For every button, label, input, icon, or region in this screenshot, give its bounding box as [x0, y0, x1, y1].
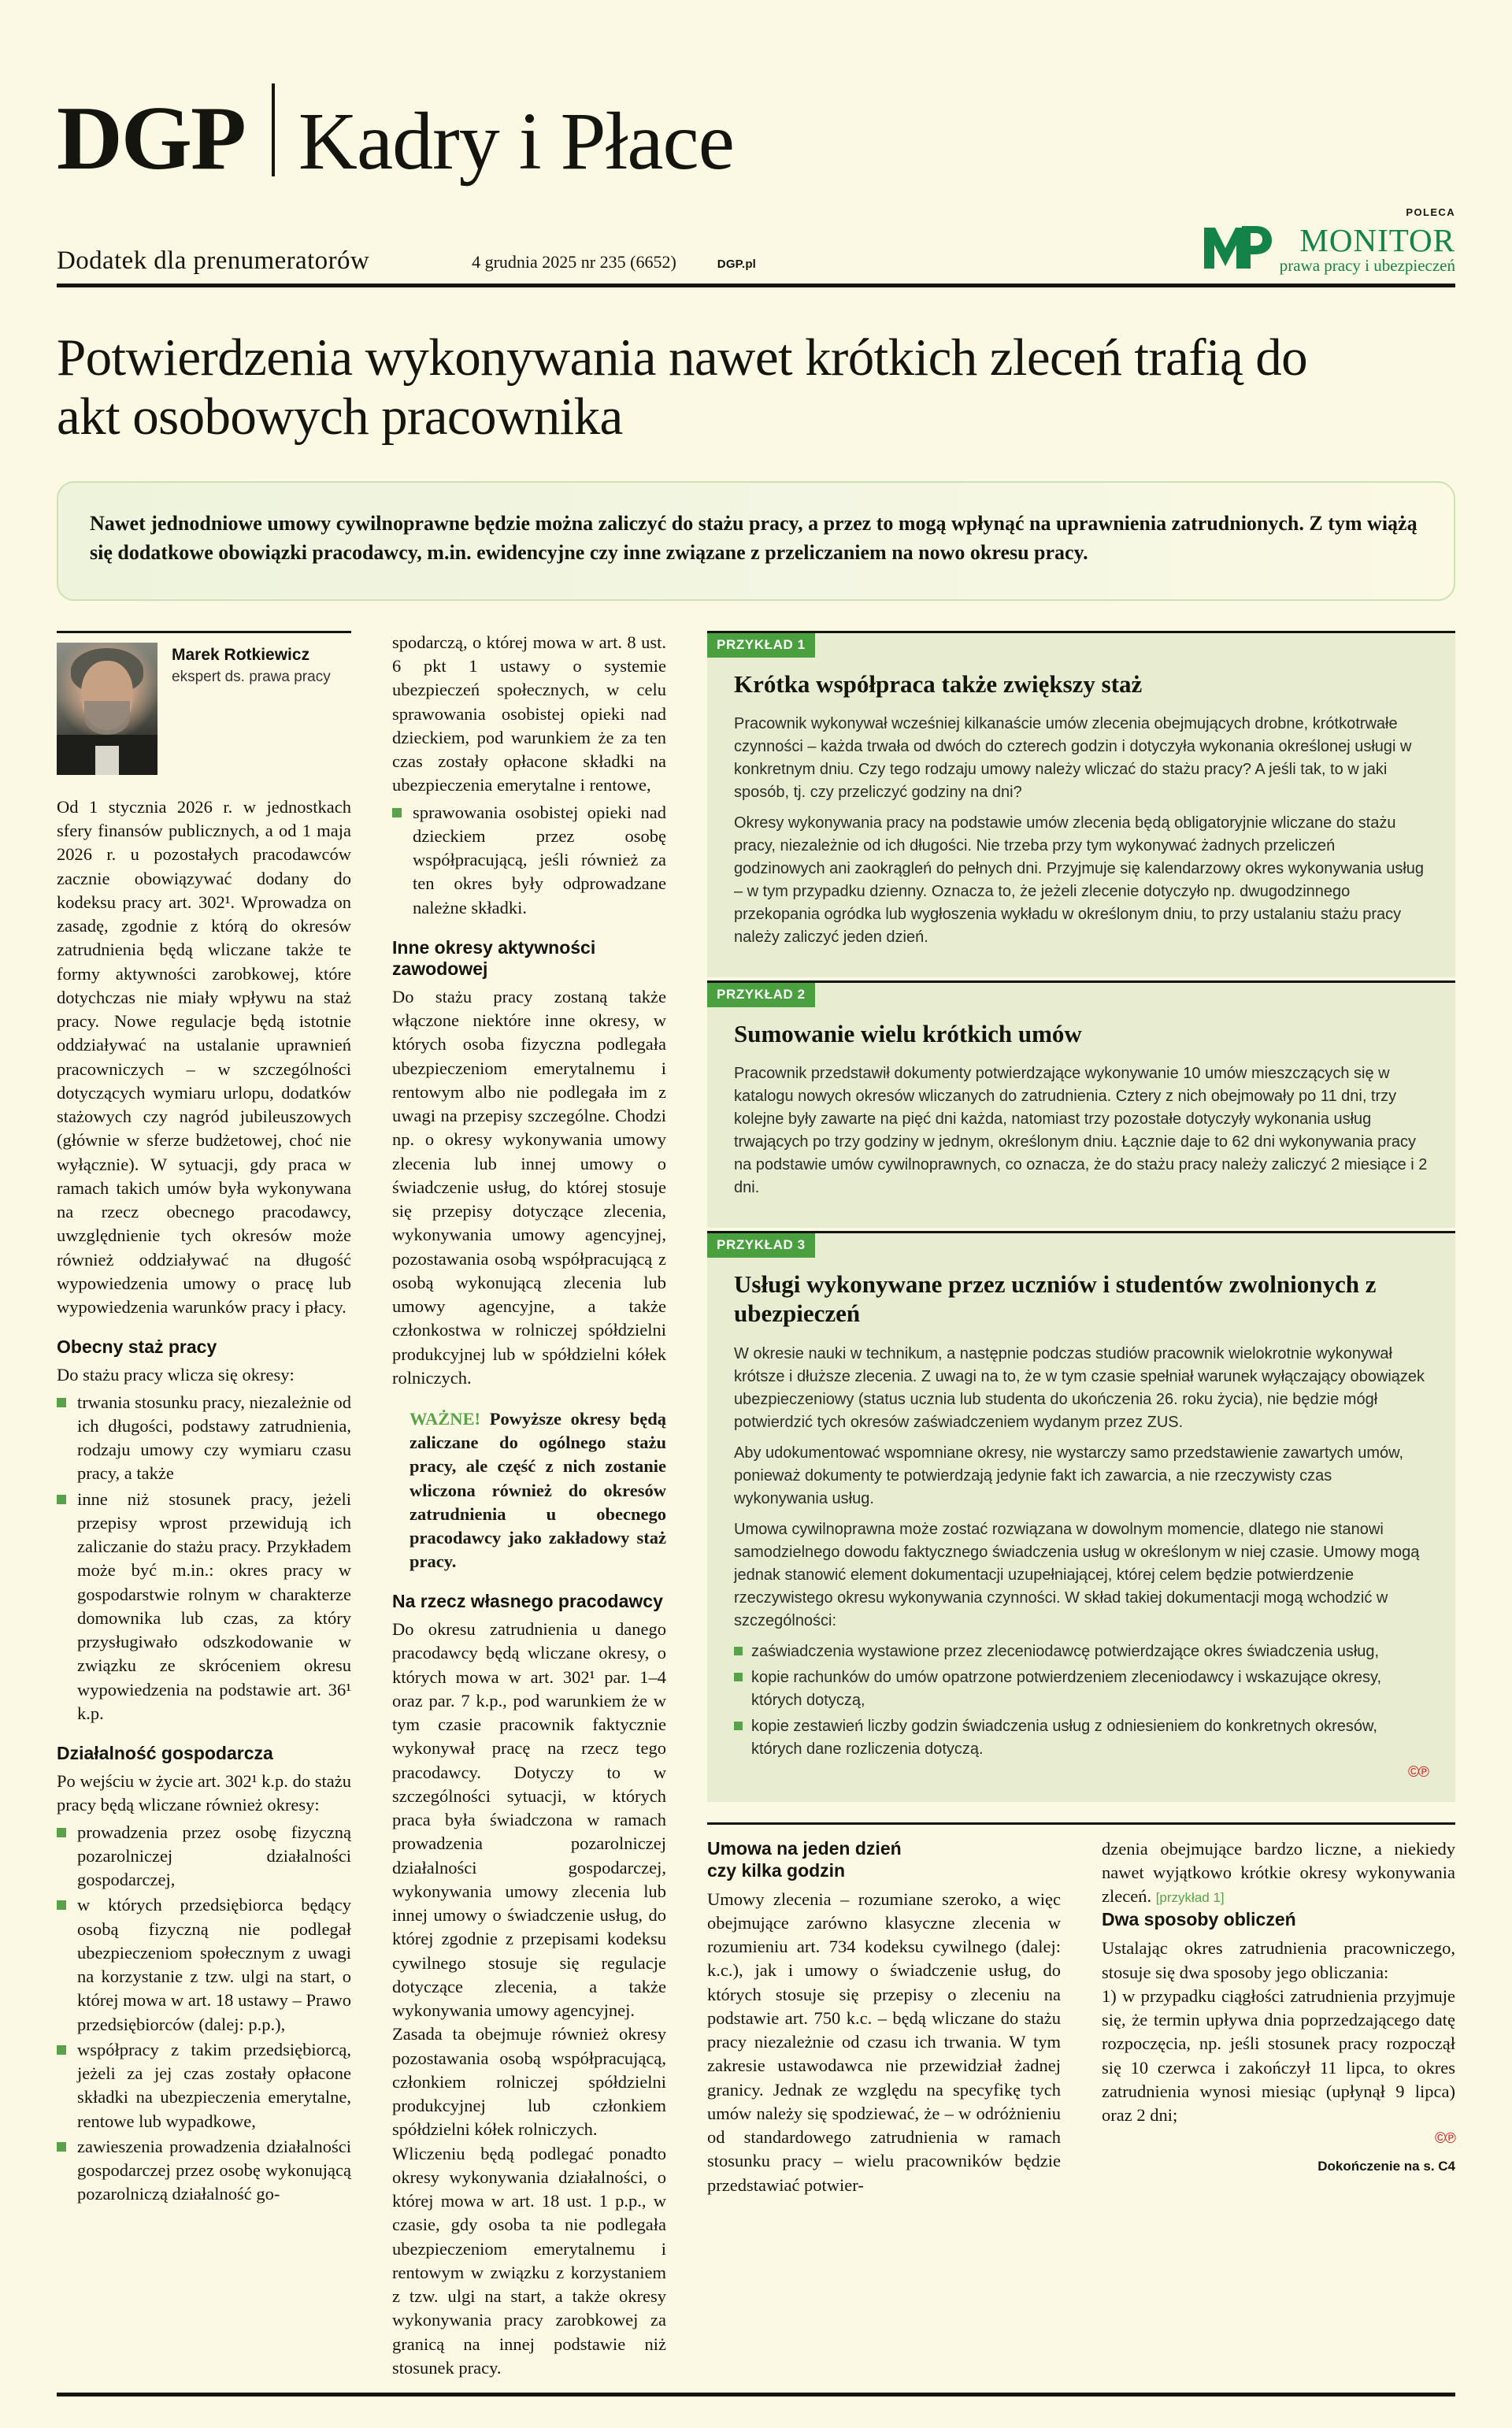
author-role: ekspert ds. prawa pracy: [172, 668, 331, 685]
col1-intro: Od 1 stycznia 2026 r. w jednostkach sfery finansów publicznych, a od 1 maja 2026 r. u pozostałych pracodawców zacznie obowiązywać dodany do kodeksu pracy art. 302¹. Wprowadza on zasadę, zgodnie z którą do okresów zatrudnienia będą wliczane także te formy aktywności zarobkowej, które dotychczas nie miały wpływu na staż pracy. Nowe regulacje będą istotnie oddziaływać na ustalanie uprawnień pracowniczych – w szczególności dotyczących wymiaru urlopu, dodatków stażowych czy nagród jubileuszowych (głównie w sferze budżetowej, choć nie wyłącznie). W sytuacji, gdy praca w ramach takich umów była wykonywana na rzecz obecnego pracodawcy, uwzględnienie tych okresów może również oddziaływać na długość wypowiedzenia umowy o pracę lub wypowiedzenia warunków pracy i płacy.: [57, 796, 351, 1318]
col2-continuation: spodarczą, o której mowa w art. 8 ust. 6 pkt 1 ustawy o systemie ubezpieczeń społecznych, w celu sprawowania osobistej opieki nad dzieckiem, pod warunkiem że za ten czas zostały opłacone składki na ubezpieczenia emerytalne i rentowe,: [392, 632, 666, 795]
col2-own-text-3: Wliczeniu będą podlegać ponadto okresy wykonywania działalności, o której mowa w art. 18 ust. 1 p.p., w czasie, gdy osoba ta nie podlegała ubezpieczeniom emerytalnemu i rentowym w związku z korzystaniem z tzw. ulgi na start, a także okresy wykonywania pracy zarobkowej za granicą na innej podstawie niż stosunek pracy.: [392, 2143, 666, 2378]
example-paragraph: Umowa cywilnoprawna może zostać rozwiązana w dowolnym momencie, dlatego nie stanowi samodzielnego dowodu faktycznego świadczenia usług w określonym w niej czasie. Umowy mogą jednak stanowić element dokumentacji uzupełniającej, której celem będzie potwierdzenie rzeczywistego okresu wykonywania czynności. W skład takiej dokumentacji mogą wchodzić w szczególności:: [734, 1520, 1420, 1629]
bottom-heading-line1: Umowa na jeden dzień: [707, 1837, 902, 1859]
bottom-right-cont: [1102, 1837, 1455, 1909]
supplement-title: Kadry i Płace: [298, 96, 734, 187]
example-tag: PRZYKŁAD 3: [707, 1233, 815, 1258]
page-title: Potwierdzenia wykonywania nawet krótkich zleceń trafią do akt osobowych pracownika: [57, 328, 1308, 447]
example-box-3: [707, 1231, 1455, 1801]
example-box-2: [707, 980, 1455, 1228]
important-note: [392, 1407, 666, 1574]
lead-text: Nawet jednodniowe umowy cywilnoprawne będzie można zaliczyć do stażu pracy, a przez to mogą wpłynąć na uprawnienia zatrudnionych. Z tym wiążą się dodatkowe obowiązki pracodawcy, m.in. ewidencyjne czy inne związane z przeliczaniem na nowo okresu pracy.: [90, 512, 1418, 564]
bottom-left-text: Umowy zlecenia – rozumiane szeroko, a więc obejmujące zarówno klasyczne zlecenia w rozumieniu art. 734 kodeksu cywilnego (dalej: k.c.), jak i umowy o świadczenie usług, do których stosuje się przepisy o zleceniu na podstawie art. 750 k.c. – będą wliczane do stażu pracy niezależnie od czasu ich trwania. W tym zakresie ustawodawca nie przewidział żadnej granicy. Jednak ze względu na specyfikę tych umów należy się spodziewać, że – w odróżnieniu od standardowego zatrudnienia w ramach stosunku pracy – wielu pracowników będzie przedstawiać potwier-: [707, 1889, 1061, 2195]
issue-date: 4 grudnia 2025 nr 235 (6652): [472, 252, 676, 272]
col1-business-intro: Po wejściu w życie art. 302¹ k.p. do stażu pracy będą wliczane również okresy:: [57, 1771, 351, 1815]
list-item: współpracy z takim przedsiębiorcą, jeżeli za jej czas zostały opłacone składki na ubezpieczenia emerytalne, rentowe lub wypadkowe,: [57, 2038, 351, 2133]
example-title: Sumowanie wielu krótkich umów: [734, 1020, 1082, 1048]
col1-current-list: [57, 1391, 351, 1726]
copyright-mark: ©℗: [1435, 2130, 1455, 2148]
heading-own-employer: Na rzecz własnego pracodawcy: [392, 1591, 663, 1612]
article-body: [57, 631, 1455, 2380]
important-tag: WAŻNE!: [410, 1409, 481, 1429]
example-box-1: [707, 631, 1455, 977]
list-item: prowadzenia przez osobę fizyczną pozarolniczej działalności gospodarczej,: [57, 1821, 351, 1892]
issue-info-bar: [57, 206, 1455, 276]
example-tag: PRZYKŁAD 1: [707, 633, 815, 658]
mp-logo-icon: [1201, 223, 1273, 276]
example-paragraph: Pracownik przedstawił dokumenty potwierdzające wykonywanie 10 umów mieszczących się w katalogu nowych okresów wliczanych do zatrudnienia. Cztery z nich obejmowały po 11 dni, trzy kolejne były zawarte na pięć dni każda, natomiast trzy pozostałe dotyczyły wykonania usług trwających po trzy godziny w jednym, określonym dniu. Łącznie daje to 62 dni wykonywania pracy na podstawie umów cywilnoprawnych, co oznacza, że do stażu pracy należy zaliczyć 2 miesiące i 2 dni.: [734, 1065, 1428, 1197]
bottom-heading-line2: czy kilka godzin: [707, 1859, 846, 1881]
heading-other-periods: Inne okresy aktywności zawodowej: [392, 936, 596, 979]
list-item: w których przedsiębiorca będący osobą fizyczną nie podlegał ubezpieczeniom społecznym z uwagi na korzystanie z tzw. ulgi na start, o której mowa w art. 18 ustawy – Prawo przedsiębiorców (dalej: p.p.),: [57, 1893, 351, 2037]
dgp-logo[interactable]: DGP: [57, 88, 245, 190]
byline: [57, 643, 351, 775]
monitor-wordmark: MONITOR: [1299, 222, 1455, 258]
col2-own-text-2: Zasada ta obejmuje również okresy pozostawania osobą współpracującą, członkiem rolniczej spółdzielni produkcyjnej lub członkiem spółdzielni kółek rolniczych.: [392, 2024, 666, 2140]
bottom-right-cont-text: dzenia obejmujące bardzo liczne, a niekiedy nawet wyjątkowo krótkie okresy wykonywania zleceń.: [1102, 1838, 1455, 1907]
col2-own-text-1: Do okresu zatrudnienia u danego pracodawcy będą wliczane okresy, o których mowa w art. 302¹ par. 1–4 oraz par. 7 k.p., pod warunkiem że w tym czasie pracownik faktycznie wykonywał pracę na rzecz tego pracodawcy. Dotyczy to w szczególności sytuacji, w których praca była świadczona w ramach prowadzenia pozarolniczej działalności gospodarczej, wykonywania umowy zlecenia lub innej umowy o świadczenie usług, do której zgodnie z przepisami kodeksu cywilnego stosuje się regulacje dotyczące zlecenia, a także wykonywania umowy agencyjnej.: [392, 1619, 666, 2021]
list-item: sprawowania osobistej opieki nad dzieckiem przez osobę współpracującą, jeśli również za ten okres były odprowadzane należne składki.: [392, 801, 666, 920]
bottom-right-text-2: 1) w przypadku ciągłości zatrudnienia przyjmuje się, że termin upływa dnia poprzedzającego datę rozpoczęcia, np. jeśli stosunek pracy rozpoczął się 10 czerwca i zakończył 11 lipca, to okres zatrudnienia wynosi miesiąc (upłynął 9 lipca) oraz 2 dni;: [1102, 1985, 1455, 2126]
important-text: Powyższe okresy będą zaliczane do ogólnego stażu pracy, ale część z nich zostanie wliczona również do okresów zatrudnienia u obecnego pracodawcy jako zakładowy staż pracy.: [410, 1409, 667, 1571]
bottom-heading-two-methods: Dwa sposoby obliczeń: [1102, 1909, 1296, 1930]
list-item: kopie rachunków do umów opatrzone potwierdzeniem zleceniodawcy i wskazujące okresy, których dotyczą,: [734, 1666, 1429, 1712]
column-one: [57, 631, 372, 2208]
bottom-heading-one-day: [707, 1837, 1061, 1881]
poleca-label: POLECA: [1406, 206, 1455, 218]
continuation-note: Dokończenie na s. C4: [1317, 2159, 1455, 2174]
bottom-right-text: Ustalając okres zatrudnienia pracowniczego, stosuje się dwa sposoby jego obliczania:: [1102, 1938, 1455, 1982]
masthead-rule: [57, 284, 1455, 287]
author-name: Marek Rotkiewicz: [172, 645, 310, 664]
col1-business-list: [57, 1821, 351, 2207]
column-two: [372, 631, 687, 2380]
example-title: Krótka współpraca także zwiększy staż: [734, 669, 1143, 698]
list-item: zawieszenia prowadzenia działalności gospodarczej przez osobę wykonującą pozarolniczą działalność go-: [57, 2135, 351, 2207]
list-item: kopie zestawień liczby godzin świadczenia usług z odniesieniem do konkretnych okresów, których dane rozliczenia dotyczą.: [734, 1715, 1429, 1761]
masthead-divider: [272, 83, 275, 176]
example-title: Usługi wykonywane przez uczniów i studentów zwolnionych z ubezpieczeń: [734, 1270, 1377, 1328]
list-item: trwania stosunku pracy, niezależnie od ich długości, podstawy zatrudnienia, rodzaju umowy czy wymiaru czasu pracy, a także: [57, 1391, 351, 1486]
example-paragraph: Aby udokumentować wspomniane okresy, nie wystarczy samo przedstawienie zawartych umów, ponieważ dokumenty te potwierdzają jedynie fakt ich zawarcia, a nie rzeczywisty czas wykonywania usług.: [734, 1444, 1403, 1507]
bottom-section: [707, 1837, 1455, 2197]
col2-other-text: Do stażu pracy zostaną także włączone niektóre inne okresy, w których osoba fizyczna podlegała ubezpieczeniom emerytalnemu i rentowym albo nie podlegała im z uwagi na przepisy szczególne. Chodzi np. o okresy wykonywania umowy zlecenia lub innej umowy o świadczenie usług, do której stosuje się przepisy dotyczące zlecenia, wykonywania umowy agencyjnej, pozostawania osobą współpracującą z osobą wykonującą zlecenia lub umowy agencyjne, a także członkostwa w rolniczej spółdzielni produkcyjnej lub w spółdzielni kółek rolniczych.: [392, 986, 666, 1388]
example-bullet-list: [734, 1640, 1429, 1761]
avatar: [57, 643, 158, 775]
example-reference[interactable]: [przykład 1]: [1155, 1890, 1225, 1906]
page-bottom-rule: [57, 2393, 1455, 2396]
list-item: inne niż stosunek pracy, jeżeli przepisy wprost przewidują ich zaliczanie do stażu pracy. Przykładem może być m.in.: okres pracy w gospodarstwie rolnym w charakterze domownika lub czas, za który przysługiwało odszkodowanie w związku ze skróceniem okresu wypowiedzenia na podstawie art. 36¹ k.p.: [57, 1488, 351, 1726]
lead-box: [57, 481, 1455, 601]
masthead: [57, 75, 1455, 190]
example-paragraph: W okresie nauki w technikum, a następnie podczas studiów pracownik wielokrotnie wykonywał krótsze i dłuższe zlecenia. Z uwagi na to, że w tym czasie spełniał warunek wyłączający obowiązek ubezpieczeniowy (status ucznia lub studenta do ukończenia 26. roku życia), nie będzie mógł potwierdzić tych okresów zaświadczeniem wydanym przez ZUS.: [734, 1344, 1425, 1431]
col2-list: [392, 801, 666, 920]
example-paragraph: Pracownik wykonywał wcześniej kilkanaście umów zlecenia obejmujących drobne, krótkotrwałe czynności – każda trwała od dwóch do czterech godzin i dotyczyła wykonania określonej usługi w konkretnym dniu. Czy tego rodzaju umowy należy wliczać do stażu pracy? A jeśli tak, to w jaki sposób, tj. czy przeliczyć godziny na dni?: [734, 715, 1412, 802]
example-paragraph: Okresy wykonywania pracy na podstawie umów zlecenia będą obligatoryjnie wliczane do stażu pracy, niezależnie od ich długości. Nie trzeba przy tym wykonywać żadnych przeliczeń godzinowych ani zaokrągleń do pełnych dni. Przyjmuje się kalendarzowy okres wykonywania usług – w tym przypadku dzienny. Oznacza to, że jeżeli zlecenie dotyczyło np. dwugodzinnego przekopania ogródka lub wygłoszenia wykładu w określonym dniu, to przy ustalaniu stażu pracy należy zaliczyć jeden dzień.: [734, 814, 1425, 947]
bottom-section-rule: [707, 1822, 1455, 1825]
column-examples: [687, 631, 1455, 2197]
subscriber-label: Dodatek dla prenumeratorów: [57, 247, 370, 275]
site-url[interactable]: DGP.pl: [717, 258, 757, 271]
list-item: zaświadczenia wystawione przez zleceniodawcę potwierdzające okres świadczenia usług,: [734, 1640, 1429, 1663]
example-tag: PRZYKŁAD 2: [707, 983, 815, 1007]
copyright-mark: ©℗: [1408, 1763, 1429, 1781]
monitor-tagline: prawa pracy i ubezpieczeń: [1279, 256, 1455, 275]
bottom-column-left: [707, 1837, 1081, 2197]
byline-rule: [57, 631, 351, 633]
heading-business-activity: Działalność gospodarcza: [57, 1743, 273, 1764]
heading-current-service: Obecny staż pracy: [57, 1336, 217, 1358]
monitor-promo[interactable]: [1201, 206, 1455, 276]
col1-current-intro: Do stażu pracy wlicza się okresy:: [57, 1365, 295, 1385]
bottom-column-right: [1081, 1837, 1455, 2197]
